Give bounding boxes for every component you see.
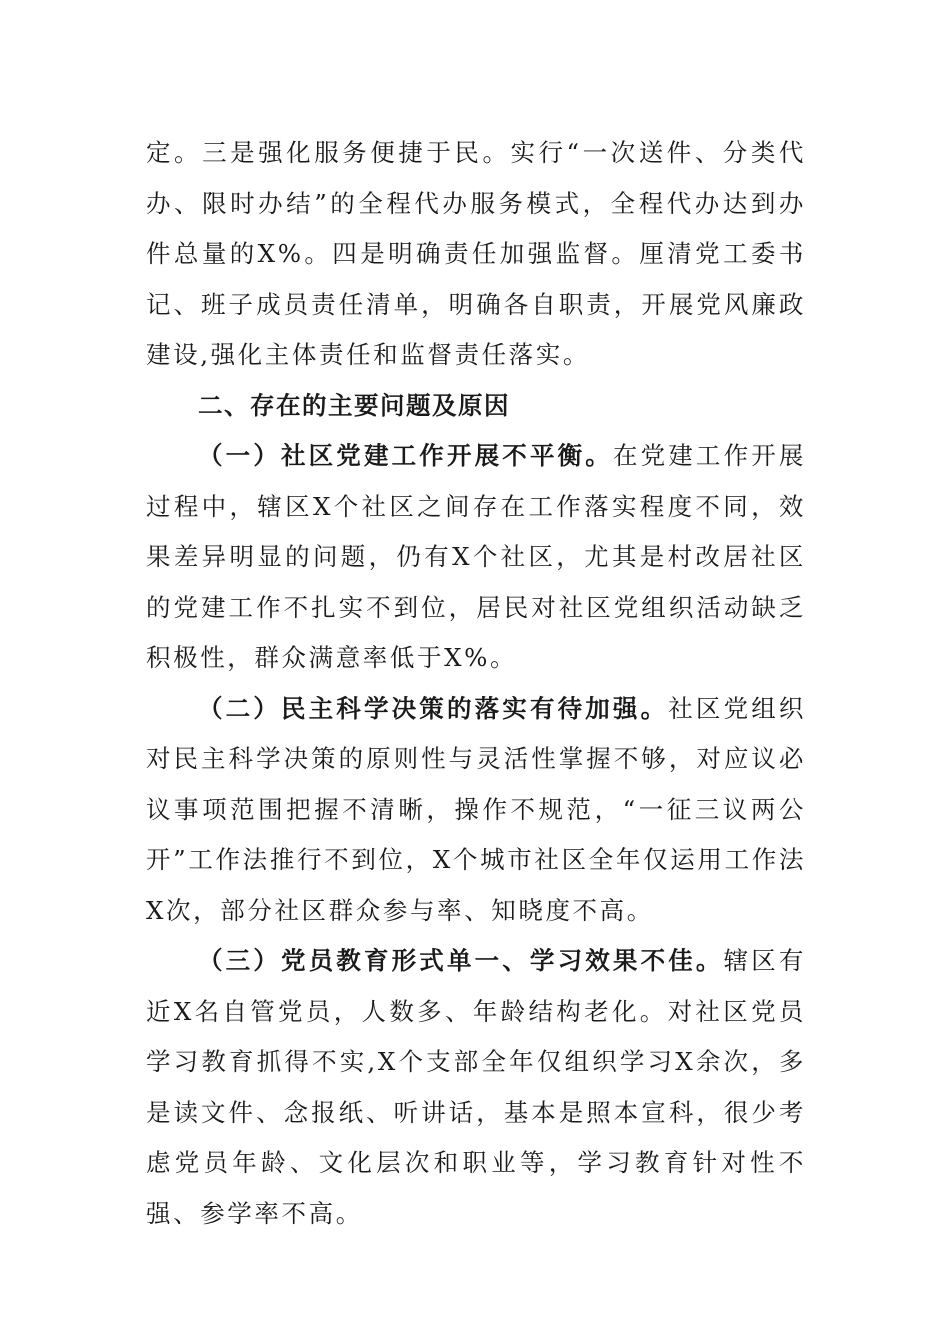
section-heading: 二、存在的主要问题及原因	[198, 390, 510, 420]
document-body	[146, 128, 806, 1239]
subsection-2-body: 社区党组织对民主科学决策的原则性与灵活性掌握不够，对应议必议事项范围把握不清晰，操作不规范，“一征三议两公开”工作法推行不到位，X个城市社区全年仅运用工作法X次，部分社区群众参与率、知晓度不高。	[146, 693, 806, 925]
subsection-3-title: （三）党员教育形式单一、学习效果不佳。	[198, 946, 724, 975]
subsection-3-body: 辖区有近X名自管党员，人数多、年龄结构老化。对社区党员学习教育抓得不实,X个支部全年仅组织学习X余次，多是读文件、念报纸、听讲话，基本是照本宣科，很少考虑党员年龄、文化层次和职业等，学习教育针对性不强、参学率不高。	[146, 946, 806, 1228]
subsection-1-body: 在党建工作开展过程中，辖区X个社区之间存在工作落实程度不同，效果差异明显的问题，仍有X个社区，尤其是村改居社区的党建工作不扎实不到位，居民对社区党组织活动缺乏积极性，群众满意率低于X%。	[146, 441, 807, 672]
paragraph-continuation: 定。三是强化服务便捷于民。实行“一次送件、分类代办、限时办结”的全程代办服务模式，全程代办达到办件总量的X%。四是明确责任加强监督。厘清党工委书记、班子成员责任清单，明确各自职责，开展党风廉政建设,强化主体责任和监督责任落实。	[146, 138, 806, 369]
subsection-1-title: （一）社区党建工作开展不平衡。	[198, 441, 613, 470]
subsection-2	[146, 684, 806, 937]
subsection-1	[146, 431, 806, 684]
subsection-2-title: （二）民主科学决策的落实有待加强。	[198, 693, 669, 723]
subsection-3	[146, 936, 806, 1239]
